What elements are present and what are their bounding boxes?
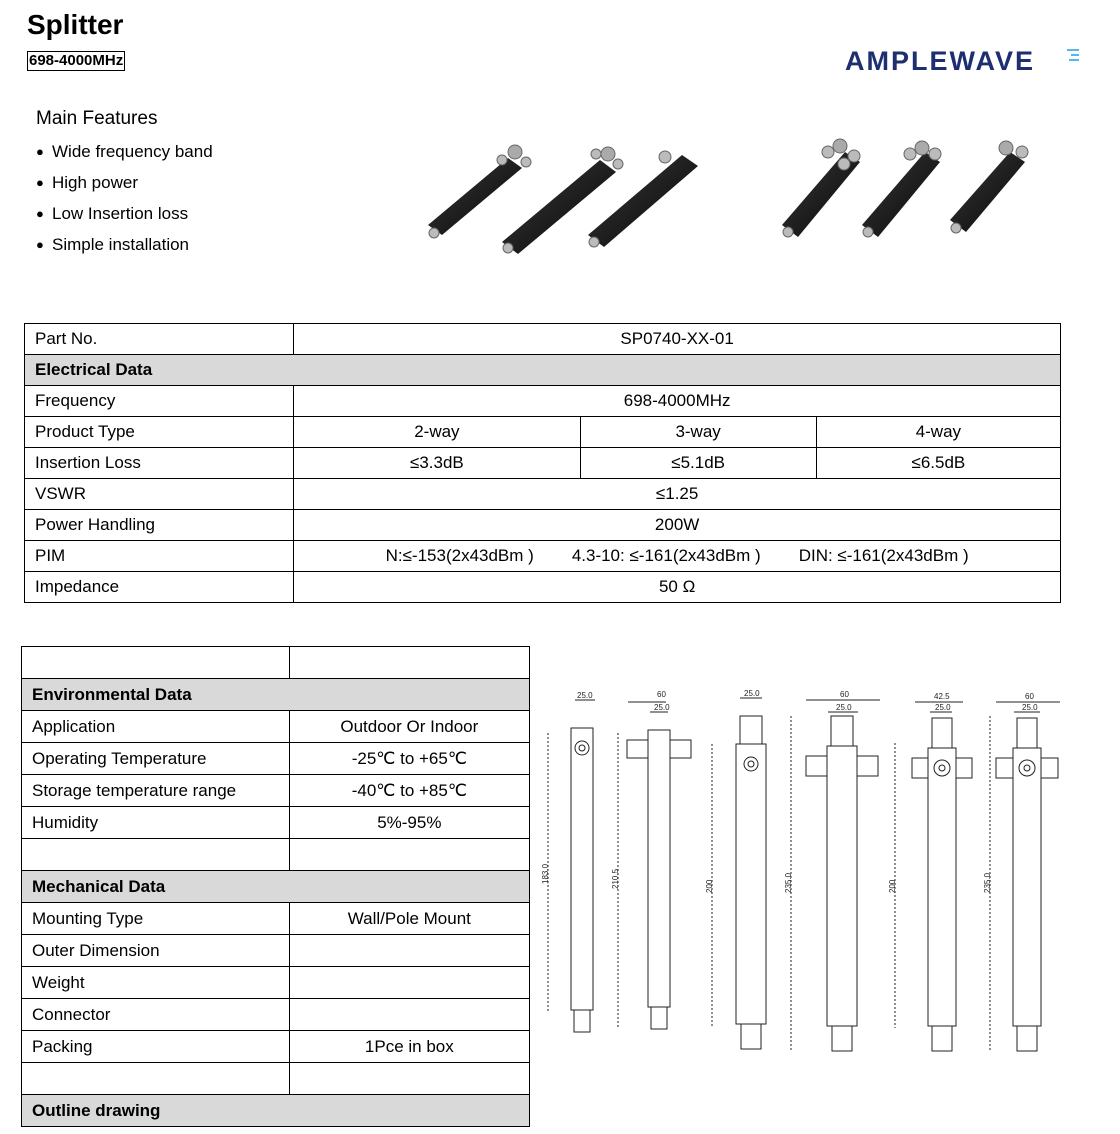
- operating-temp-value: -25℃ to +65℃: [289, 743, 529, 775]
- svg-text:25.0: 25.0: [577, 691, 593, 700]
- svg-text:183.0: 183.0: [541, 863, 550, 884]
- table-row: [25, 572, 1061, 603]
- features-list: [36, 136, 213, 260]
- insertion-loss-2way: ≤3.3dB: [294, 448, 580, 479]
- bullet-icon: ●: [36, 206, 44, 221]
- outline-4way-side: [983, 692, 1060, 1051]
- empty-cell: [22, 839, 290, 871]
- svg-text:235.0: 235.0: [784, 872, 793, 893]
- mechanical-section-heading: Mechanical Data: [22, 871, 530, 903]
- table-row: [22, 775, 530, 807]
- svg-text:25.0: 25.0: [1022, 703, 1038, 712]
- page-title: Splitter: [27, 9, 124, 40]
- frequency-value: 698-4000MHz: [294, 386, 1061, 417]
- svg-text:42.5: 42.5: [934, 692, 950, 701]
- svg-text:25.0: 25.0: [836, 703, 852, 712]
- packing-label: Packing: [22, 1031, 290, 1063]
- frequency-range-badge: 698-4000MHz: [29, 52, 124, 69]
- amplewave-logo: [845, 40, 1081, 80]
- electrical-section-heading: Electrical Data: [25, 355, 1061, 386]
- outer-dimension-value: [289, 935, 529, 967]
- part-no-value: SP0740-XX-01: [294, 324, 1061, 355]
- section-row: [22, 679, 530, 711]
- product-type-3way: 3-way: [580, 417, 816, 448]
- table-row: [22, 999, 530, 1031]
- section-row: [25, 355, 1061, 386]
- packing-value: 1Pce in box: [289, 1031, 529, 1063]
- vswr-value: ≤1.25: [294, 479, 1061, 510]
- svg-text:235.0: 235.0: [983, 872, 992, 893]
- empty-cell: [289, 647, 529, 679]
- vswr-label: VSWR: [25, 479, 294, 510]
- table-row: [25, 479, 1061, 510]
- feature-label: High power: [52, 173, 138, 192]
- pim-n: N:≤-153(2x43dBm ): [385, 546, 534, 565]
- table-row: [25, 417, 1061, 448]
- product-type-4way: 4-way: [816, 417, 1060, 448]
- feature-label: Low Insertion loss: [52, 204, 189, 223]
- feature-item: [36, 198, 213, 229]
- empty-cell: [22, 1063, 290, 1095]
- mounting-type-value: Wall/Pole Mount: [289, 903, 529, 935]
- product-type-2way: 2-way: [294, 417, 580, 448]
- outline-3way-front: [705, 689, 766, 1049]
- feature-label: Simple installation: [52, 235, 190, 254]
- outline-2way-front: [541, 691, 595, 1032]
- impedance-label: Impedance: [25, 572, 294, 603]
- table-row: [22, 711, 530, 743]
- table-row: [25, 541, 1061, 572]
- splitter-2way-image: [428, 145, 531, 238]
- table-row: [25, 324, 1061, 355]
- table-row: [22, 1031, 530, 1063]
- weight-label: Weight: [22, 967, 290, 999]
- table-row: [22, 807, 530, 839]
- svg-text:25.0: 25.0: [654, 703, 670, 712]
- bullet-icon: ●: [36, 175, 44, 190]
- connector-label: Connector: [22, 999, 290, 1031]
- svg-text:200: 200: [888, 879, 897, 893]
- storage-temp-label: Storage temperature range: [22, 775, 290, 807]
- outer-dimension-label: Outer Dimension: [22, 935, 290, 967]
- table-row: [22, 903, 530, 935]
- pim-label: PIM: [25, 541, 294, 572]
- pim-values: [294, 541, 1061, 572]
- environmental-mechanical-table: [21, 646, 530, 1127]
- section-row: [22, 1095, 530, 1127]
- svg-text:200: 200: [705, 879, 714, 893]
- feature-label: Wide frequency band: [52, 142, 213, 161]
- connector-value: [289, 999, 529, 1031]
- operating-temp-label: Operating Temperature: [22, 743, 290, 775]
- product-photos: [420, 130, 1060, 260]
- outline-drawing: [540, 688, 1060, 1058]
- svg-text:25.0: 25.0: [935, 703, 951, 712]
- splitter-3way-connectors-image: [862, 141, 941, 237]
- main-features-heading: Main Features: [36, 108, 158, 129]
- empty-cell: [22, 647, 290, 679]
- humidity-label: Humidity: [22, 807, 290, 839]
- table-row: [22, 839, 530, 871]
- environmental-section-heading: Environmental Data: [22, 679, 530, 711]
- humidity-value: 5%-95%: [289, 807, 529, 839]
- insertion-loss-label: Insertion Loss: [25, 448, 294, 479]
- svg-text:25.0: 25.0: [744, 689, 760, 698]
- svg-text:60: 60: [657, 690, 666, 699]
- pim-din: DIN: ≤-161(2x43dBm ): [798, 546, 969, 565]
- mounting-type-label: Mounting Type: [22, 903, 290, 935]
- product-type-label: Product Type: [25, 417, 294, 448]
- part-no-label: Part No.: [25, 324, 294, 355]
- power-handling-value: 200W: [294, 510, 1061, 541]
- storage-temp-value: -40℃ to +85℃: [289, 775, 529, 807]
- outline-4way-front: [888, 692, 972, 1051]
- table-row: [25, 510, 1061, 541]
- brand-text: AMPLEWAVE: [845, 46, 1036, 76]
- pim-4310: 4.3-10: ≤-161(2x43dBm ): [571, 546, 761, 565]
- empty-cell: [289, 1063, 529, 1095]
- table-row: [22, 743, 530, 775]
- application-value: Outdoor Or Indoor: [289, 711, 529, 743]
- table-row: [22, 935, 530, 967]
- bullet-icon: ●: [36, 237, 44, 252]
- application-label: Application: [22, 711, 290, 743]
- section-row: [22, 871, 530, 903]
- table-row: [25, 448, 1061, 479]
- feature-item: [36, 136, 213, 167]
- outline-3way-side: [784, 690, 880, 1051]
- svg-text:210.5: 210.5: [611, 868, 620, 889]
- svg-text:60: 60: [1025, 692, 1034, 701]
- svg-text:60: 60: [840, 690, 849, 699]
- outline-2way-side: [611, 690, 691, 1029]
- electrical-data-table: [24, 323, 1061, 603]
- table-row: [22, 1063, 530, 1095]
- empty-cell: [289, 839, 529, 871]
- table-row: [25, 386, 1061, 417]
- splitter-4way-connectors-image: [782, 139, 860, 237]
- insertion-loss-3way: ≤5.1dB: [580, 448, 816, 479]
- impedance-value: 50 Ω: [294, 572, 1061, 603]
- frequency-label: Frequency: [25, 386, 294, 417]
- insertion-loss-4way: ≤6.5dB: [816, 448, 1060, 479]
- table-row: [22, 967, 530, 999]
- feature-item: [36, 229, 213, 260]
- table-row: [22, 647, 530, 679]
- outline-section-heading: Outline drawing: [22, 1095, 530, 1127]
- power-handling-label: Power Handling: [25, 510, 294, 541]
- feature-item: [36, 167, 213, 198]
- bullet-icon: ●: [36, 144, 44, 159]
- splitter-2way-connectors-image: [950, 141, 1028, 233]
- weight-value: [289, 967, 529, 999]
